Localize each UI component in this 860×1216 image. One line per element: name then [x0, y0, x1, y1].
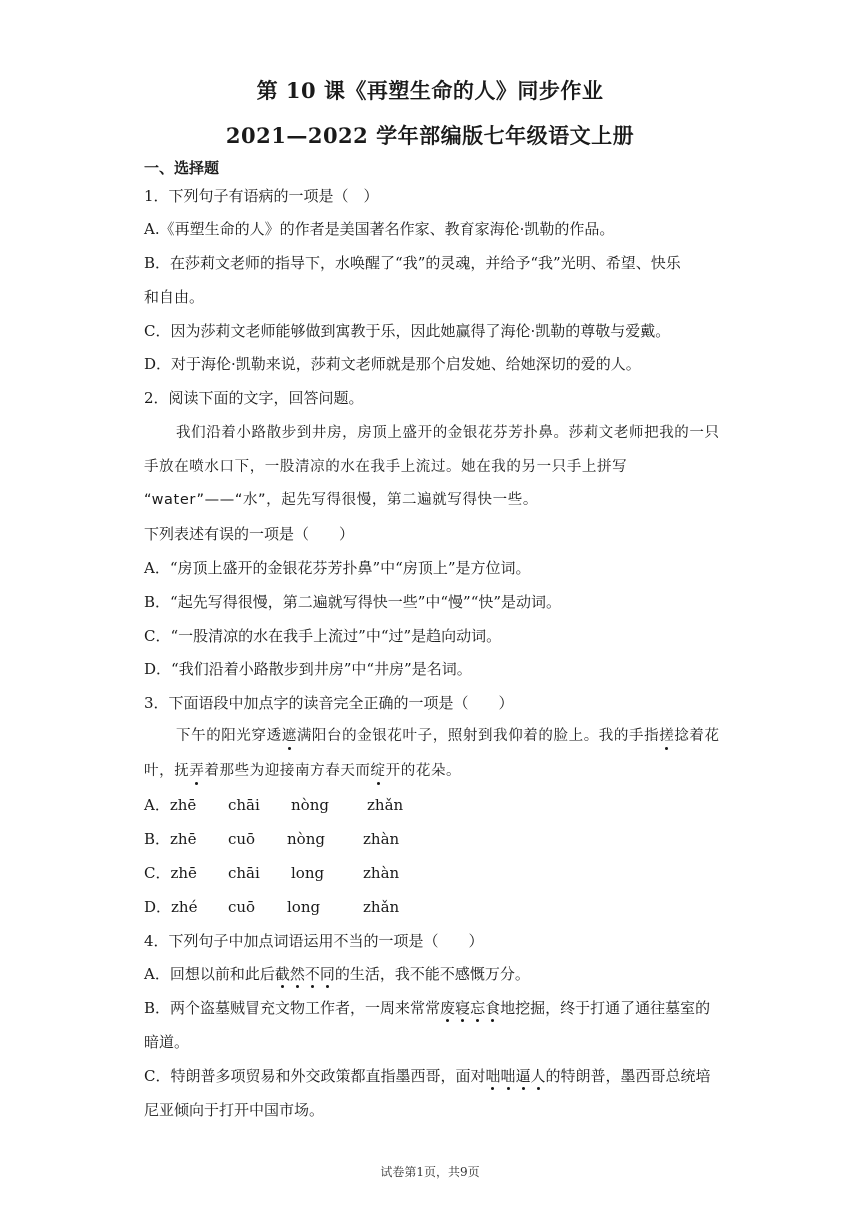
dotted-char: 逼	[515, 1067, 531, 1085]
q4-option-a	[144, 964, 530, 984]
pinyin: chāi	[228, 864, 260, 882]
q2-option-b: B．“起先写得很慢，第二遍就写得快一些”中“慢”“快”是动词。	[144, 593, 562, 611]
q4-option-c-cont: 尼亚倾向于打开中国市场。	[144, 1101, 325, 1119]
q2-stem: 2．阅读下面的文字，回答问题。	[144, 389, 364, 407]
text-run: 的生活，我不能不感慨万分。	[334, 965, 530, 983]
dotted-char: 废	[440, 999, 456, 1017]
q3-option-c	[144, 863, 399, 883]
q1-option-b: B．在莎莉文老师的指导下，水唤醒了“我”的灵魂，并给予“我”光明、希望、快乐	[144, 254, 681, 272]
dotted-char: 食	[485, 999, 501, 1017]
text-run: A．回想以前和此后	[144, 965, 275, 983]
q2-passage-line: 我们沿着小路散步到井房，房顶上盛开的金银花芬芳扑鼻。莎莉文老师把我的一只	[176, 425, 720, 441]
q2-option-a: A．“房顶上盛开的金银花芬芳扑鼻”中“房顶上”是方位词。	[144, 559, 531, 577]
q1-option-b-cont: 和自由。	[144, 288, 205, 306]
dotted-char: 截	[274, 965, 290, 983]
dotted-char: 咄	[500, 1067, 516, 1085]
text-run: C．特朗普多项贸易和外交政策都直指墨西哥，面对	[144, 1067, 486, 1085]
q4-option-b	[144, 998, 710, 1018]
pinyin: zhàn	[363, 864, 400, 882]
pinyin: zhǎn	[367, 796, 404, 814]
pinyin: cuō	[228, 830, 256, 848]
q4-stem: 4．下列句子中加点词语运用不当的一项是（ ）	[144, 932, 484, 950]
dotted-char: 搓	[659, 728, 675, 744]
text-run: 满阳台的金银花叶子，照射到我仰着的脸上。我的手指	[296, 728, 660, 744]
dotted-char: 绽	[370, 763, 386, 779]
option-label: A．zhē	[144, 796, 197, 814]
text-run: B．两个盗墓贼冒充文物工作者，一周来常常	[144, 999, 441, 1017]
dotted-char: 寝	[455, 999, 471, 1017]
dotted-char: 不	[304, 965, 320, 983]
pinyin: zhàn	[363, 830, 400, 848]
text-run: 地挖掘，终于打通了通往墓室的	[500, 999, 711, 1017]
q3-passage-line	[176, 726, 720, 746]
page-footer: 试卷第1页，共9页	[380, 1165, 480, 1179]
q2-passage-line: 手放在喷水口下，一股清凉的水在我手上流过。她在我的另一只手上拼写	[144, 459, 628, 475]
text-run: 开的花朵。	[385, 763, 462, 779]
q3-option-d	[144, 897, 399, 917]
q2-ask: 下列表述有误的一项是（ ）	[144, 525, 355, 543]
q1-option-a: A.《再塑生命的人》的作者是美国著名作家、教育家海伦·凯勒的作品。	[144, 220, 615, 238]
dotted-char: 遮	[281, 728, 297, 744]
option-label: D．zhé	[144, 898, 198, 916]
q4-option-c	[144, 1066, 711, 1086]
text-run: 下午的阳光穿透	[176, 728, 282, 744]
q3-option-a	[144, 795, 403, 815]
dotted-char: 人	[530, 1067, 546, 1085]
dotted-char: 同	[319, 965, 335, 983]
q3-passage-line	[144, 761, 461, 781]
section-heading: 一、选择题	[144, 159, 220, 177]
q1-option-d: D．对于海伦·凯勒来说，莎莉文老师就是那个启发她、给她深切的爱的人。	[144, 355, 641, 373]
q1-option-c: C．因为莎莉文老师能够做到寓教于乐，因此她赢得了海伦·凯勒的尊敬与爱戴。	[144, 322, 671, 340]
pinyin: chāi	[228, 796, 260, 814]
pinyin: nòng	[291, 796, 329, 814]
dotted-char: 弄	[189, 763, 205, 779]
pinyin: cuō	[228, 898, 256, 916]
q3-stem: 3．下面语段中加点字的读音完全正确的一项是（ ）	[144, 694, 514, 712]
q1-stem: 1．下列句子有语病的一项是（ ）	[144, 187, 379, 205]
text-run: 捻着花	[674, 728, 720, 744]
dotted-char: 然	[289, 965, 305, 983]
pinyin: long	[291, 864, 325, 882]
text-run: 叶，抚	[144, 763, 190, 779]
q2-option-d: D．“我们沿着小路散步到井房”中“井房”是名词。	[144, 660, 472, 678]
text-run: 着那些为迎接南方春天而	[204, 763, 371, 779]
q3-option-b	[144, 829, 399, 849]
text-run: 的特朗普，墨西哥总统培	[545, 1067, 711, 1085]
dotted-char: 忘	[470, 999, 486, 1017]
page-subtitle: 2021—2022 学年部编版七年级语文上册	[225, 123, 635, 148]
pinyin: zhǎn	[363, 898, 400, 916]
pinyin: nòng	[287, 830, 325, 848]
page-title: 第 10 课《再塑生命的人》同步作业	[256, 78, 604, 103]
q2-passage-line: “water”——“水”，起先写得很慢，第二遍就写得快一些。	[144, 492, 538, 508]
q4-option-b-cont: 暗道。	[144, 1033, 190, 1051]
pinyin: long	[287, 898, 321, 916]
option-label: B．zhē	[144, 830, 197, 848]
q2-option-c: C．“一股清凉的水在我手上流过”中“过”是趋向动词。	[144, 627, 502, 645]
option-label: C．zhē	[144, 864, 197, 882]
dotted-char: 咄	[485, 1067, 501, 1085]
